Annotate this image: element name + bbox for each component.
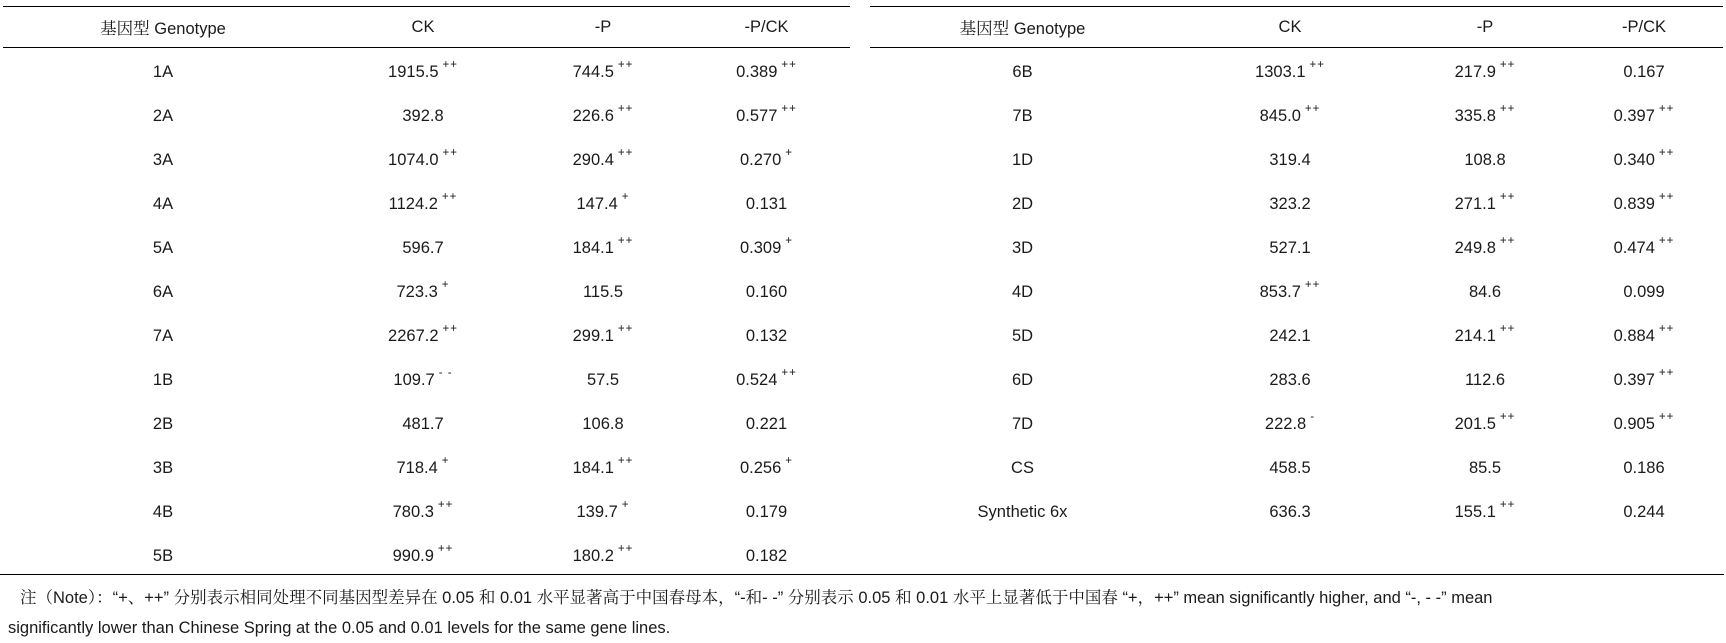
ck-cell — [1175, 270, 1405, 314]
minus-p-cell-value: 226.6 — [572, 106, 614, 125]
ck-cell-value: 242.1 — [1269, 326, 1311, 345]
genotype-cell-value: 2A — [152, 106, 174, 125]
ratio-cell — [1565, 226, 1723, 270]
genotype-cell-value: 1B — [152, 370, 174, 389]
minus-p-cell-value: 184.1 — [572, 238, 614, 257]
minus-p-cell-value: 744.5 — [572, 62, 614, 81]
ratio-cell — [683, 446, 850, 490]
ck-cell — [323, 226, 523, 270]
header-row — [3, 7, 850, 48]
genotype-cell-value: 7A — [152, 326, 174, 345]
ratio-cell-value: 0.244 — [1623, 502, 1665, 521]
minus-p-cell — [523, 226, 683, 270]
genotype-cell — [870, 490, 1175, 534]
ratio-cell — [1565, 490, 1723, 534]
ratio-cell-value: 0.182 — [745, 546, 788, 565]
ck-cell-value: 458.5 — [1269, 458, 1311, 477]
minus-p-cell — [523, 358, 683, 402]
ck-cell-value: 723.3 — [396, 282, 438, 301]
significance-mark: ++ — [1499, 499, 1516, 511]
ratio-cell-value: 0.577 — [736, 106, 778, 125]
ratio-cell — [683, 94, 850, 138]
minus-p-cell-value: 214.1 — [1454, 326, 1496, 345]
minus-p-cell — [1405, 402, 1565, 446]
ratio-cell — [683, 490, 850, 534]
significance-mark: ++ — [1658, 323, 1675, 335]
genotype-cell — [870, 402, 1175, 446]
genotype-table-right — [870, 6, 1723, 534]
genotype-cell — [3, 182, 323, 226]
minus-p-cell — [523, 270, 683, 314]
genotype-cell-value: 2D — [1011, 194, 1034, 213]
significance-mark: ++ — [617, 59, 634, 71]
minus-p-cell-value: 290.4 — [572, 150, 614, 169]
minus-p-cell — [523, 534, 683, 578]
ratio-cell — [1565, 358, 1723, 402]
ck-cell — [323, 48, 523, 95]
ck-cell — [323, 270, 523, 314]
minus-p-cell-value: 112.6 — [1464, 370, 1506, 389]
ck-cell-value: 718.4 — [396, 458, 438, 477]
minus-p-cell — [523, 314, 683, 358]
header-ratio: -P/CK — [683, 7, 850, 48]
significance-mark: ++ — [1499, 103, 1516, 115]
genotype-cell — [870, 314, 1175, 358]
genotype-cell-value: 3B — [152, 458, 174, 477]
significance-mark: ++ — [1499, 191, 1516, 203]
genotype-cell-value: Synthetic 6x — [977, 502, 1068, 521]
header-genotype: 基因型 Genotype — [870, 7, 1175, 48]
table-row — [870, 446, 1723, 490]
genotype-cell-value: 7D — [1011, 414, 1034, 433]
table-row — [3, 534, 850, 578]
minus-p-cell — [1405, 446, 1565, 490]
significance-mark: + — [621, 191, 630, 203]
significance-mark: ++ — [617, 235, 634, 247]
minus-p-cell-value: 139.7 — [576, 502, 618, 521]
ck-cell — [323, 358, 523, 402]
ratio-cell — [1565, 402, 1723, 446]
ck-cell — [323, 94, 523, 138]
ratio-cell-value: 0.099 — [1623, 282, 1665, 301]
significance-mark: ++ — [617, 103, 634, 115]
significance-mark: ++ — [1658, 235, 1675, 247]
genotype-cell-value: 4B — [152, 502, 174, 521]
minus-p-cell-value: 57.5 — [586, 370, 620, 389]
ratio-cell — [683, 226, 850, 270]
significance-mark: ++ — [781, 59, 797, 71]
table-note — [8, 583, 1708, 643]
ck-cell — [323, 490, 523, 534]
ratio-cell — [1565, 270, 1723, 314]
table-row — [3, 138, 850, 182]
significance-mark: ++ — [1499, 323, 1516, 335]
genotype-cell-value: 4A — [152, 194, 174, 213]
ratio-cell — [1565, 446, 1723, 490]
ck-cell-value: 1303.1 — [1255, 62, 1306, 81]
ratio-cell-value: 0.221 — [745, 414, 788, 433]
ratio-cell — [1565, 94, 1723, 138]
ratio-cell-value: 0.160 — [745, 282, 788, 301]
table-row — [3, 314, 850, 358]
note-line-2: significantly lower than Chinese Spring at the 0.05 and 0.01 levels for the same gene lines. — [8, 619, 671, 637]
minus-p-cell-value: 106.8 — [582, 414, 624, 433]
genotype-cell — [3, 48, 323, 95]
minus-p-cell — [1405, 138, 1565, 182]
ratio-cell-value: 0.179 — [745, 502, 788, 521]
ck-cell-value: 392.8 — [402, 106, 444, 125]
genotype-cell — [3, 446, 323, 490]
significance-mark: ++ — [617, 543, 634, 555]
header-minus-p: -P — [1405, 7, 1565, 48]
significance-mark: + — [785, 235, 793, 247]
minus-p-cell — [1405, 314, 1565, 358]
genotype-cell-value: 3A — [152, 150, 174, 169]
genotype-cell — [870, 48, 1175, 95]
ratio-cell — [683, 402, 850, 446]
minus-p-cell — [1405, 94, 1565, 138]
ratio-cell-value: 0.340 — [1613, 150, 1655, 169]
table-bottom-rule — [0, 574, 1724, 575]
table-row — [870, 48, 1723, 95]
ck-cell — [323, 402, 523, 446]
genotype-cell — [870, 270, 1175, 314]
genotype-cell — [3, 226, 323, 270]
table-row — [3, 48, 850, 95]
significance-mark: ++ — [1499, 235, 1516, 247]
genotype-cell — [3, 358, 323, 402]
table-row — [870, 358, 1723, 402]
minus-p-cell-value: 249.8 — [1454, 238, 1496, 257]
ck-cell-value: 1915.5 — [388, 62, 439, 81]
minus-p-cell-value: 180.2 — [572, 546, 614, 565]
genotype-cell — [870, 446, 1175, 490]
ck-cell-value: 323.2 — [1269, 194, 1311, 213]
header-ratio: -P/CK — [1565, 7, 1723, 48]
minus-p-cell-value: 335.8 — [1454, 106, 1496, 125]
minus-p-cell-value: 155.1 — [1454, 502, 1496, 521]
significance-mark: ++ — [1499, 59, 1516, 71]
table-row — [870, 226, 1723, 270]
ratio-cell — [1565, 182, 1723, 226]
ck-cell — [323, 446, 523, 490]
significance-mark: ++ — [1658, 411, 1675, 423]
ratio-cell — [1565, 314, 1723, 358]
table-row — [3, 358, 850, 402]
table-row — [870, 402, 1723, 446]
ck-cell — [323, 534, 523, 578]
ck-cell — [1175, 226, 1405, 270]
significance-mark: ++ — [1309, 59, 1325, 71]
table-row — [3, 270, 850, 314]
ck-cell-value: 2267.2 — [388, 326, 439, 345]
table-row — [870, 270, 1723, 314]
genotype-cell-value: 5A — [152, 238, 174, 257]
significance-mark: ++ — [781, 367, 797, 379]
ratio-cell — [683, 138, 850, 182]
genotype-cell — [870, 138, 1175, 182]
minus-p-cell-value: 84.6 — [1468, 282, 1502, 301]
ck-cell — [1175, 358, 1405, 402]
note-line-1 — [8, 583, 1708, 613]
ratio-cell-value: 0.167 — [1623, 62, 1665, 81]
table-row — [3, 226, 850, 270]
genotype-cell — [870, 358, 1175, 402]
ratio-cell-value: 0.256 — [739, 458, 782, 477]
significance-mark: ++ — [441, 191, 458, 203]
header-minus-p: -P — [523, 7, 683, 48]
minus-p-cell — [1405, 226, 1565, 270]
ck-cell — [1175, 446, 1405, 490]
header-ck: CK — [1175, 7, 1405, 48]
significance-mark: ++ — [437, 543, 454, 555]
ck-cell-value: 283.6 — [1269, 370, 1311, 389]
table-row — [870, 314, 1723, 358]
minus-p-cell — [1405, 270, 1565, 314]
ratio-cell — [683, 182, 850, 226]
ratio-cell — [683, 270, 850, 314]
genotype-cell — [870, 94, 1175, 138]
table-row — [3, 446, 850, 490]
minus-p-cell — [523, 402, 683, 446]
significance-mark: ++ — [617, 455, 634, 467]
genotype-cell — [870, 182, 1175, 226]
significance-mark: ++ — [1658, 191, 1675, 203]
ratio-cell-value: 0.524 — [736, 370, 778, 389]
ratio-cell-value: 0.132 — [745, 326, 788, 345]
genotype-cell-value: CS — [1011, 458, 1034, 477]
ratio-cell-value: 0.397 — [1613, 370, 1655, 389]
minus-p-cell-value: 217.9 — [1454, 62, 1496, 81]
ck-cell-value: 527.1 — [1269, 238, 1311, 257]
genotype-cell-value: 1A — [152, 62, 174, 81]
genotype-cell — [3, 314, 323, 358]
table-row — [870, 138, 1723, 182]
minus-p-cell-value: 271.1 — [1454, 194, 1496, 213]
ratio-cell-value: 0.131 — [745, 194, 788, 213]
ck-cell — [323, 314, 523, 358]
table-row — [870, 490, 1723, 534]
note-line-1-text: 注（Note）：“+、++” 分别表示相同处理不同基因型差异在 0.05 和 0.01 水平显著高于中国春母本，“-和- -” 分别表示 0.05 和 0.01 水平上显著低于中国春 “+，++” mean significantly higher, and “-, - -” mean — [20, 589, 1493, 607]
genotype-cell — [3, 534, 323, 578]
ck-cell-value: 1124.2 — [388, 194, 438, 213]
ratio-cell-value: 0.389 — [736, 62, 778, 81]
ratio-cell-value: 0.474 — [1613, 238, 1655, 257]
significance-mark: ++ — [442, 323, 458, 335]
ck-cell-value: 990.9 — [392, 546, 434, 565]
minus-p-cell — [523, 446, 683, 490]
ck-cell — [1175, 138, 1405, 182]
significance-mark: - — [1310, 411, 1316, 423]
significance-mark: ++ — [1304, 103, 1321, 115]
ck-cell-value: 845.0 — [1259, 106, 1301, 125]
genotype-cell-value: 4D — [1011, 282, 1034, 301]
minus-p-cell — [1405, 48, 1565, 95]
ratio-cell-value: 0.397 — [1613, 106, 1655, 125]
significance-mark: ++ — [617, 147, 634, 159]
minus-p-cell — [1405, 182, 1565, 226]
minus-p-cell-value: 201.5 — [1454, 414, 1496, 433]
genotype-cell — [3, 490, 323, 534]
genotype-cell-value: 6D — [1011, 370, 1034, 389]
minus-p-cell — [523, 94, 683, 138]
ratio-cell — [683, 534, 850, 578]
ratio-cell-value: 0.270 — [739, 150, 782, 169]
significance-mark: + — [441, 455, 450, 467]
significance-mark: ++ — [1658, 147, 1675, 159]
table-row — [3, 182, 850, 226]
genotype-cell — [3, 138, 323, 182]
ck-cell — [323, 138, 523, 182]
ratio-cell — [683, 358, 850, 402]
minus-p-cell-value: 184.1 — [572, 458, 614, 477]
ck-cell — [1175, 94, 1405, 138]
ratio-cell — [683, 48, 850, 95]
ratio-cell — [683, 314, 850, 358]
genotype-cell-value: 6A — [152, 282, 174, 301]
genotype-cell-value: 6B — [1012, 62, 1033, 81]
ck-cell — [1175, 402, 1405, 446]
genotype-cell-value: 3D — [1011, 238, 1034, 257]
table-row — [870, 182, 1723, 226]
ck-cell-value: 1074.0 — [388, 150, 439, 169]
ratio-cell-value: 0.186 — [1623, 458, 1665, 477]
table-row — [870, 94, 1723, 138]
header-ck: CK — [323, 7, 523, 48]
genotype-cell-value: 5B — [152, 546, 174, 565]
ck-cell-value: 222.8 — [1264, 414, 1307, 433]
significance-mark: + — [621, 499, 630, 511]
ratio-cell-value: 0.884 — [1613, 326, 1655, 345]
table-row — [3, 490, 850, 534]
table-row — [3, 402, 850, 446]
genotype-cell-value: 2B — [152, 414, 174, 433]
minus-p-cell-value: 299.1 — [572, 326, 614, 345]
ck-cell — [1175, 48, 1405, 95]
minus-p-cell — [523, 138, 683, 182]
header-genotype: 基因型 Genotype — [3, 7, 323, 48]
significance-mark: ++ — [1304, 279, 1321, 291]
significance-mark: ++ — [1499, 411, 1516, 423]
ratio-cell-value: 0.839 — [1613, 194, 1655, 213]
genotype-cell-value: 7B — [1012, 106, 1033, 125]
significance-mark: - - — [438, 367, 453, 379]
minus-p-cell — [523, 48, 683, 95]
genotype-cell — [3, 402, 323, 446]
significance-mark: + — [785, 147, 793, 159]
minus-p-cell-value: 85.5 — [1468, 458, 1502, 477]
ck-cell — [1175, 490, 1405, 534]
genotype-cell — [870, 226, 1175, 270]
significance-mark: + — [441, 279, 450, 291]
significance-mark: ++ — [781, 103, 797, 115]
ck-cell-value: 319.4 — [1269, 150, 1311, 169]
significance-mark: ++ — [617, 323, 634, 335]
significance-mark: ++ — [437, 499, 454, 511]
minus-p-cell-value: 147.4 — [576, 194, 618, 213]
minus-p-cell-value: 115.5 — [582, 282, 624, 301]
significance-mark: ++ — [1658, 367, 1675, 379]
minus-p-cell — [523, 182, 683, 226]
ratio-cell — [1565, 48, 1723, 95]
genotype-cell-value: 1D — [1011, 150, 1034, 169]
ck-cell-value: 780.3 — [392, 502, 434, 521]
genotype-cell — [3, 94, 323, 138]
ck-cell-value: 109.7 — [393, 370, 435, 389]
genotype-cell-value: 5D — [1011, 326, 1034, 345]
minus-p-cell — [1405, 490, 1565, 534]
ratio-cell — [1565, 138, 1723, 182]
significance-mark: + — [785, 455, 793, 467]
ck-cell-value: 853.7 — [1259, 282, 1301, 301]
header-row — [870, 7, 1723, 48]
ck-cell-value: 481.7 — [402, 414, 444, 433]
ck-cell — [323, 182, 523, 226]
table-row — [3, 94, 850, 138]
significance-mark: ++ — [442, 59, 458, 71]
ck-cell — [1175, 314, 1405, 358]
ratio-cell-value: 0.309 — [739, 238, 782, 257]
minus-p-cell — [523, 490, 683, 534]
genotype-cell — [3, 270, 323, 314]
ck-cell-value: 636.3 — [1269, 502, 1311, 521]
ck-cell — [1175, 182, 1405, 226]
genotype-table-left — [3, 6, 850, 578]
minus-p-cell — [1405, 358, 1565, 402]
ratio-cell-value: 0.905 — [1613, 414, 1655, 433]
ck-cell-value: 596.7 — [402, 238, 444, 257]
significance-mark: ++ — [1658, 103, 1675, 115]
minus-p-cell-value: 108.8 — [1464, 150, 1506, 169]
significance-mark: ++ — [442, 147, 458, 159]
